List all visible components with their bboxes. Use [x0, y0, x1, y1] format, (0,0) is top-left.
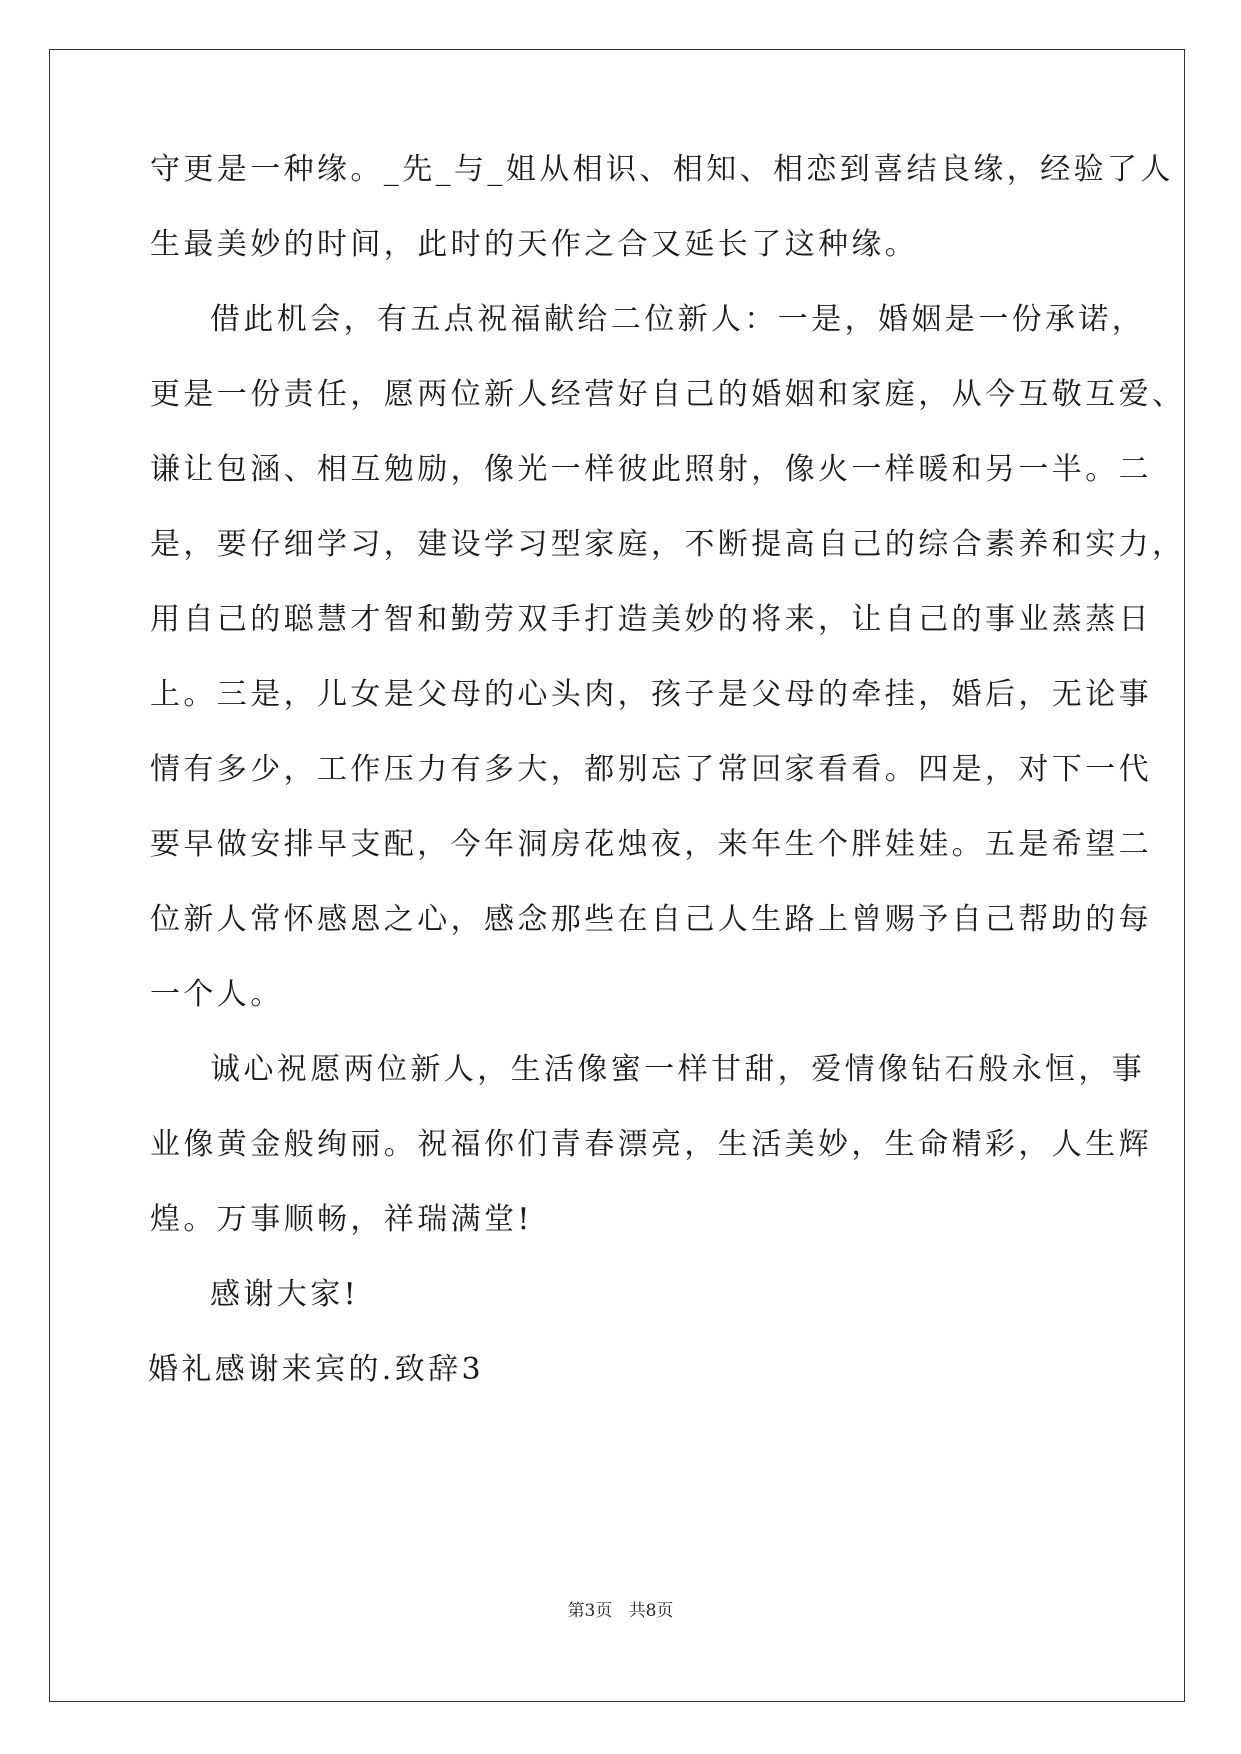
text-line: 守更是一种缘。_先_与_姐从相识、相知、相恋到喜结良缘，经验了人 [150, 152, 1174, 187]
text-line: 用自己的聪慧才智和勤劳双手打造美妙的将来，让自己的事业蒸蒸日 [150, 602, 1152, 637]
text-line: 上。三是，儿女是父母的心头肉，孩子是父母的牵挂，婚后，无论事 [150, 677, 1152, 712]
text-line: 生最美妙的时间，此时的天作之合又延长了这种缘。 [150, 227, 919, 262]
section-heading: 婚礼感谢来宾的.致辞3 [148, 1352, 485, 1387]
text-line: 业像黄金般绚丽。祝福你们青春漂亮，生活美妙，生命精彩，人生辉 [150, 1127, 1152, 1162]
text-line: 位新人常怀感恩之心，感念那些在自己人生路上曾赐予自己帮助的每 [150, 902, 1152, 937]
text-line: 煌。万事顺畅，祥瑞满堂! [150, 1202, 533, 1237]
text-line: 要早做安排早支配，今年洞房花烛夜，来年生个胖娃娃。五是希望二 [150, 827, 1152, 862]
page-total: 共8页 [628, 1601, 674, 1621]
closing-thanks: 感谢大家! [210, 1277, 360, 1312]
page-footer [0, 1600, 1241, 1622]
page-number: 第3页 [567, 1601, 613, 1621]
text-line: 谦让包涵、相互勉励，像光一样彼此照射，像火一样暖和另一半。二 [150, 452, 1152, 487]
text-line: 情有多少，工作压力有多大，都别忘了常回家看看。四是，对下一代 [150, 752, 1152, 787]
paragraph-start-line: 诚心祝愿两位新人，生活像蜜一样甘甜，爱情像钻石般永恒，事 [210, 1052, 1146, 1087]
text-line: 是，要仔细学习，建设学习型家庭，不断提高自己的综合素养和实力， [150, 527, 1186, 562]
paragraph-start-line: 借此机会，有五点祝福献给二位新人：一是，婚姻是一份承诺， [210, 302, 1146, 337]
page-border [49, 49, 1185, 1702]
text-line: 一个人。 [150, 977, 284, 1012]
text-line: 更是一份责任，愿两位新人经营好自己的婚姻和家庭，从今互敬互爱、 [150, 377, 1186, 412]
